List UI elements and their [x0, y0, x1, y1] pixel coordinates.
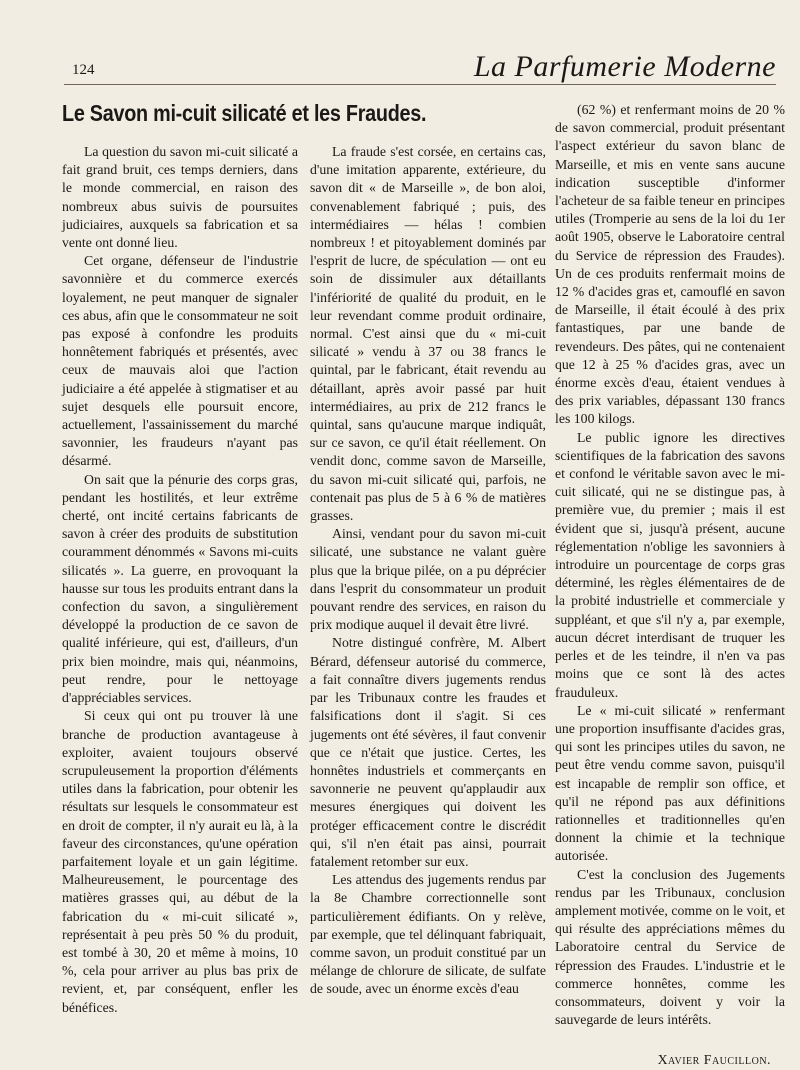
paragraph: Le public ignore les directives scientifiques de la fabrication des savons et confond le véritable savon avec le mi-cuit silicaté, qui ne se distingue pas, à première vue, du premier ; mais il est évident que si, jusqu'à présent, aucune réglementation n'oblige les savonniers à introduire un pourcentage de corps gras déterminé, les règles élémentaires de de la probité industrielle et commerciale y suppléant, et que s'il n'y a, par exemple, aucun décret interdisant de truquer les perles et de les teindre, il n'en va pas moins que ce sont là des actes frauduleux.	[555, 429, 785, 700]
text-column-2	[310, 143, 546, 999]
journal-running-head: La Parfumerie Moderne	[473, 50, 776, 83]
header-rule	[64, 84, 776, 85]
paragraph: C'est la conclusion des Jugements rendus par les Tribunaux, conclusion amplement motivée, comme on le voit, et qui résulte des appréciations mêmes du Laboratoire central du Service de répression des Fraudes. L'industrie et le commerce honnêtes, comme les consommateurs, doivent y voir la sauvegarde de leurs intérêts.	[555, 866, 785, 1028]
text-column-3	[555, 101, 785, 1070]
text-column-1	[62, 143, 298, 1017]
paragraph: Si ceux qui ont pu trouver là une branche de production avantageuse à exploiter, avaient toujours observé scrupuleusement la proportion d'éléments utiles dans la fabrication, pour obtenir les résultats sur lesquels le consommateur est en droit de compter, il n'y aurait eu là, à la faveur des circonstances, qu'une opération parfaitement loyale et un gain légitime. Malheureusement, le pourcentage des matières grasses qui, au début de la fabrication du « mi-cuit silicaté », représentait à peu près 50 % du produit, est tombé à 30, 20 et même à moins, 10 %, cela pour arriver au plus bas prix de revient, et, par conséquent, enfler les bénéfices.	[62, 708, 298, 1015]
paragraph: Ainsi, vendant pour du savon mi-cuit silicaté, une substance ne valant guère plus que la brique pilée, on a pu déprécier dans l'esprit du consommateur un produit pouvant rendre des services, en raison du prix modique auquel il devait être livré.	[310, 526, 546, 633]
article-title: Le Savon mi-cuit silicaté et les Fraudes.	[62, 100, 427, 126]
paragraph: La fraude s'est corsée, en certains cas, d'une imitation apparente, extérieure, du savon dit « de Marseille », de bon aloi, convenablement fabriqué ; puis, des intermédiaires — hélas ! combien nombreux ! et pitoyablement dominés par l'esprit de lucre, de spéculation — ont eu soin de dissimuler aux détaillants l'infériorité de qualité du produit, en le leur revendant comme produit ordinaire, normal. C'est ainsi que du « mi-cuit silicaté » vendu à 37 ou 38 francs le quintal, par le fabricant, était revendu au détaillant, après avoir passé par huit intermédiaires, au prix de 212 francs le quintal, sans qu'aucune marque indiquât, sur ce savon, ce qu'il était réellement. On vendit donc, comme savon de Marseille, du savon mi-cuit silicaté qui, parfois, ne contenait pas plus de 5 à 6 % de matières grasses.	[310, 144, 546, 524]
paragraph: Cet organe, défenseur de l'industrie savonnière et du commerce exercés loyalement, ne peut manquer de signaler ces abus, afin que le consommateur ne soit pas exposé à confondre les produits honnêtement fabriqués et présentés, avec ceux de mauvais aloi que l'action judiciaire a été appelée à stigmatiser et au sujet desquels elle poursuit encore, actuellement, l'assainissement du marché savonnier, les fraudeurs n'ayant pas désarmé.	[62, 253, 299, 469]
paragraph: Notre distingué confrère, M. Albert Bérard, défenseur autorisé du commerce, a fait connaître divers jugements rendus par les Tribunaux contre les fraudes et falsifications dont il s'agit. Si ces jugements ont été sévères, il faut convenir que ce n'était que justice. Certes, les honnêtes industriels et commerçants en savonnerie ne peuvent qu'applaudir aux mesures énergiques qui doivent les protéger efficacement contre le discrédit qui, s'il n'en était pas ainsi, pourrait fatalement retomber sur eux.	[310, 635, 546, 869]
paragraph: Les attendus des jugements rendus par la 8e Chambre correctionnelle sont particulièrement édifiants. On y relève, par exemple, que tel délinquant fabriquait, comme savon, un produit constitué par un mélange de chlorure de silicate, de sulfate de soude, avec un énorme excès d'eau	[310, 872, 546, 997]
paragraph: Le « mi-cuit silicaté » renfermant une proportion insuffisante d'acides gras, qui sont les principes utiles du savon, ne peut être vendu comme savon, puisqu'il est incapable de remplir son office, et qu'il ne répond pas aux définitions rationnelles et traditionnelles qu'en donnent la chimie et la technique autorisée.	[555, 702, 785, 864]
paragraph: On sait que la pénurie des corps gras, pendant les hostilités, et leur extrême cherté, ont incité certains fabricants de savon à créer des produits de substitution couramment dénommés « Savons mi-cuits silicatés ». La guerre, en provoquant la hausse sur tous les produits entrant dans la confection du savon, a singulièrement développé la production de ce savon de qualité inférieure, qui est, d'ailleurs, d'un prix bien moindre, mais qui, néanmoins, peut rendre, pour le nettoyage d'appréciables services.	[62, 471, 298, 706]
page-number: 124	[72, 62, 95, 78]
paragraph: (62 %) et renfermant moins de 20 % de savon commercial, produit présentant l'aspect extérieur du savon blanc de Marseille, et mis en vente sans aucune indication susceptible d'informer l'acheteur de sa faible teneur en principes utiles (Tromperie au sens de la loi du 1er août 1905, observe le Laboratoire central du Service de répression des Fraudes). Un de ces produits renfermait moins de 12 % d'acides gras et, camouflé en savon de Marseille, il était écoulé à des prix fantastiques, par une bande de revendeurs. Des pâtes, qui ne contenaient que 12 à 25 % d'acides gras, avec un énorme excès d'eau, étaient vendues à des prix variables, dépassant 130 francs les 100 kilogs.	[555, 102, 785, 427]
paragraph: La question du savon mi-cuit silicaté a fait grand bruit, ces temps derniers, dans le monde commercial, en raison des nombreux abus suivis de poursuites judiciaires, auxquels sa fabrication et sa vente ont donné lieu.	[62, 144, 298, 251]
author-signature: Xavier Faucillon.	[657, 1052, 771, 1068]
